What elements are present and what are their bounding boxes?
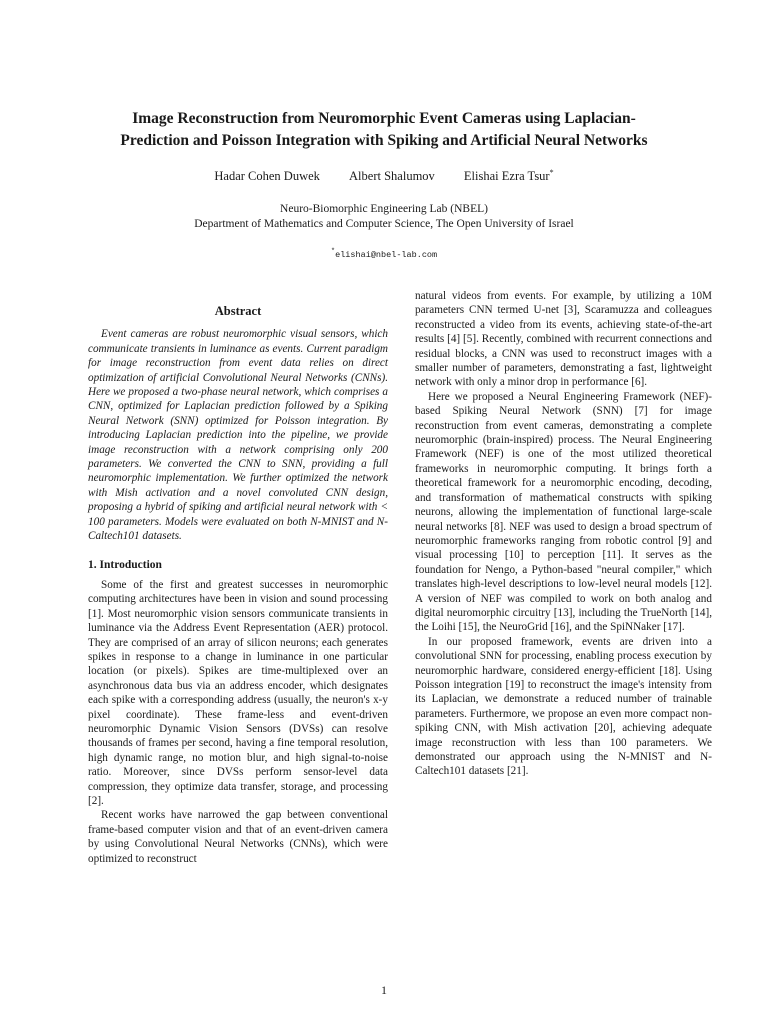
title-line-1: Image Reconstruction from Neuromorphic Event Cameras using Laplacian- xyxy=(132,110,636,127)
title-line-2: Prediction and Poisson Integration with Spiking and Artificial Neural Networks xyxy=(120,132,648,149)
email-address: elishai@nbel-lab.com xyxy=(335,249,438,260)
section-heading-introduction: 1. Introduction xyxy=(88,558,162,571)
right-column xyxy=(415,289,712,779)
affiliation xyxy=(0,202,768,232)
author-2: Albert Shalumov xyxy=(349,169,435,184)
right-paragraph-2: Here we proposed a Neural Engineering Framework (NEF)-based Spiking Neural Network (SNN) [7] for image reconstruction from event cameras, demonstrating a complete neuromorphic (brain-inspired) process. The Neural Engineering Framework (NEF) is one of the most utilized theoretical frameworks in neuromorphic computing. It brings forth a theoretical framework for a neuromorphic encoding, decoding, and transformation of mathematical constructs with spiking neurons, allowing the implementation of functional large-scale neural networks [8]. NEF was used to design a broad spectrum of neuromorphic frameworks ranging from robotic control [9] and visual processing [10] to perception [11]. It serves as the foundation for Nengo, a Python-based "neural compiler," which translates high-level descriptions to low-level neural models [12]. A version of NEF was compiled to work on both analog and digital neuromorphic circuitry [13], including the TrueNorth [14], the Loihi [15], the NeuroGrid [16], and the SpiNNaker [17]. xyxy=(415,390,712,634)
email-mark: * xyxy=(330,248,336,256)
paper-title xyxy=(60,108,708,152)
author-list xyxy=(0,168,768,184)
intro-paragraph-2: Recent works have narrowed the gap between conventional frame-based computer vision and that of an event-driven camera by using Convolutional Neural Networks (CNNs), which were optimized to reconstruct xyxy=(88,809,388,865)
affiliation-line-1: Neuro-Biomorphic Engineering Lab (NBEL) xyxy=(280,203,488,215)
left-column xyxy=(88,304,388,866)
affiliation-line-2: Department of Mathematics and Computer Science, The Open University of Israel xyxy=(194,218,574,230)
right-paragraph-1: natural videos from events. For example, by utilizing a 10M parameters CNN termed U-net [3], Scaramuzza and colleagues reconstructed a video from its events, achieving state-of-the-art results [4] [5]. Recently, combined with recurrent connections and residual blocks, a CNN was used to reconstruct images with a smaller number of parameters, demonstrating a fast, lightweight network with only a minor drop in performance [6]. xyxy=(415,290,712,389)
abstract-heading: Abstract xyxy=(214,304,262,318)
right-paragraph-3: In our proposed framework, events are driven into a convolutional SNN for processing, enabling process execution by neuromorphic hardware, considered energy-efficient [18]. Using Poisson integration [19] to reconstruct the image's intensity from its Laplacian, we demonstrate a reduced number of trainable parameters. Furthermore, we propose an even more compact non-spiking CNN, with Mish activation [20], achieving adequate image reconstruction with less than 100 parameters. We demonstrated our approach using the N-MNIST and N-Caltech101 datasets [21]. xyxy=(415,635,712,778)
corresponding-author-mark: * xyxy=(549,168,554,177)
contact-email xyxy=(0,248,768,260)
author-3-name: Elishai Ezra Tsur xyxy=(463,169,550,184)
author-1: Hadar Cohen Duwek xyxy=(214,169,320,184)
page-number: 1 xyxy=(381,983,387,997)
intro-paragraph-1: Some of the first and greatest successes in neuromorphic computing architectures have been in vision and sound processing [1]. Most neuromorphic vision sensors communicate transients in luminance via the Address Event Representation (AER) protocol. They are comprised of an array of silicon neurons; each generates spikes in response to a change in luminance in one particular location (or pixels). Spikes are time-multiplexed over an asynchronous data bus via an address encoder, which designates each spike with a corresponding address (usually, the neuron's x-y pixel coordinate). These frame-less and event-driven neuromorphic Dynamic Vision Sensors (DVSs) can resolve thousands of frames per second, having a fine temporal resolution, high dynamic range, no motion blur, and high signal-to-noise ratio. Moreover, since DVSs perform sensor-level data compression, they optimize data transfer, storage, and processing [2]. xyxy=(88,578,388,807)
abstract-text: Event cameras are robust neuromorphic visual sensors, which communicate transients in luminance as events. Current paradigm for image reconstruction from event data relies on direct optimization of artificial Convolutional Neural Networks (CNNs). Here we proposed a two-phase neural network, which comprises a CNN, optimized for Laplacian prediction followed by a Spiking Neural Network (SNN) optimized for Poisson integration. By introducing Laplacian prediction into the pipeline, we provide image reconstruction with a network comprising only 200 parameters. We converted the CNN to SNN, providing a full neuromorphic implementation. We further optimized the network with Mish activation and a novel convoluted CNN design, proposing a hybrid of spiking and artificial neural network with < 100 parameters. Models were evaluated on both N-MNIST and N-Caltech101 datasets. xyxy=(88,328,388,543)
author-3 xyxy=(464,169,554,183)
